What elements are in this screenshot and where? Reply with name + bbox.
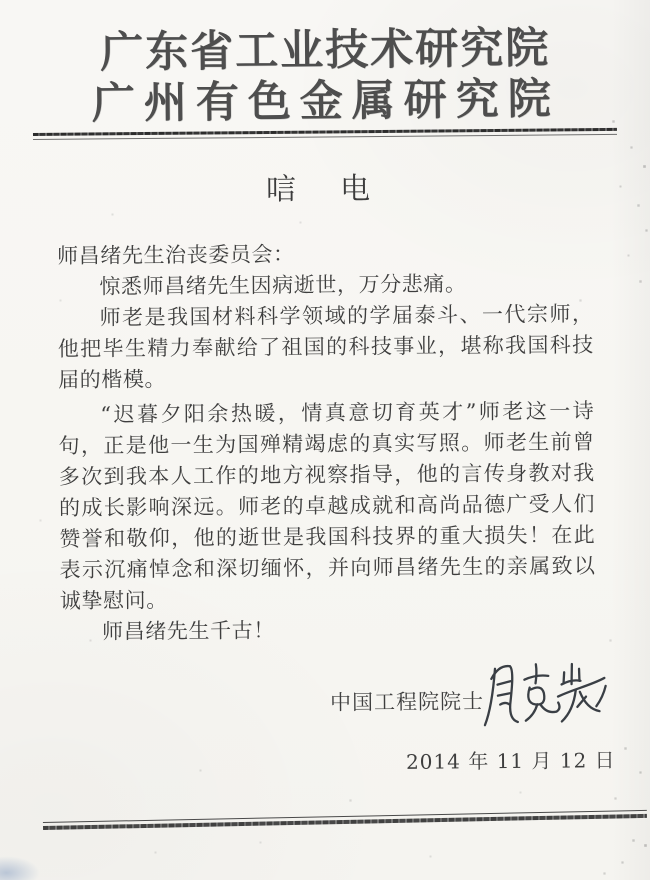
header-double-rule <box>33 128 617 140</box>
footer-double-rule <box>43 810 647 830</box>
title-char-1: 唁 <box>265 172 297 208</box>
corner-smudge-artifact <box>0 856 40 880</box>
body-paragraph-tribute: 师昌绪先生千古！ <box>101 618 275 644</box>
letterhead-line-1: 广东省工业技术研究院 <box>100 23 551 78</box>
body-paragraph: 师老是我国材料科学领域的学届泰斗、一代宗师，他把毕生精力奉献给了祖国的科技事业，堪称我国科技届的楷模。 <box>57 301 594 392</box>
document-title <box>0 162 636 210</box>
date-line: 2014 年 11 月 12 日 <box>405 748 616 774</box>
handwritten-signature <box>477 651 615 744</box>
letter-body <box>57 237 596 648</box>
body-paragraph: “迟暮夕阳余热暖，情真意切育英才”师老这一诗句，正是他一生为国殚精竭虑的真实写照。师老生前曾多次到我本人工作的地方视察指导，他的言传身教对我的成长影响深远。师老的卓越成就和高尚品德广受人们赞誉和敬仰，他的逝世是我国科技界的重大损失！在此表示沉痛悼念和深切缅怀，并向师昌绪先生的亲属致以诚挚慰问。 <box>58 398 596 613</box>
letterhead-line-2: 广州有色金属研究院 <box>91 74 561 130</box>
body-paragraph: 惊悉师昌绪先生因病逝世，万分悲痛。 <box>99 271 467 299</box>
letterhead <box>0 21 650 130</box>
title-char-2: 电 <box>339 171 371 207</box>
signature-ink-icon <box>477 651 615 744</box>
scan-noise-speckles <box>0 0 1 1</box>
salutation-line: 师昌绪先生治丧委员会： <box>57 242 295 268</box>
signer-role-label: 中国工程院院士 <box>329 689 485 715</box>
